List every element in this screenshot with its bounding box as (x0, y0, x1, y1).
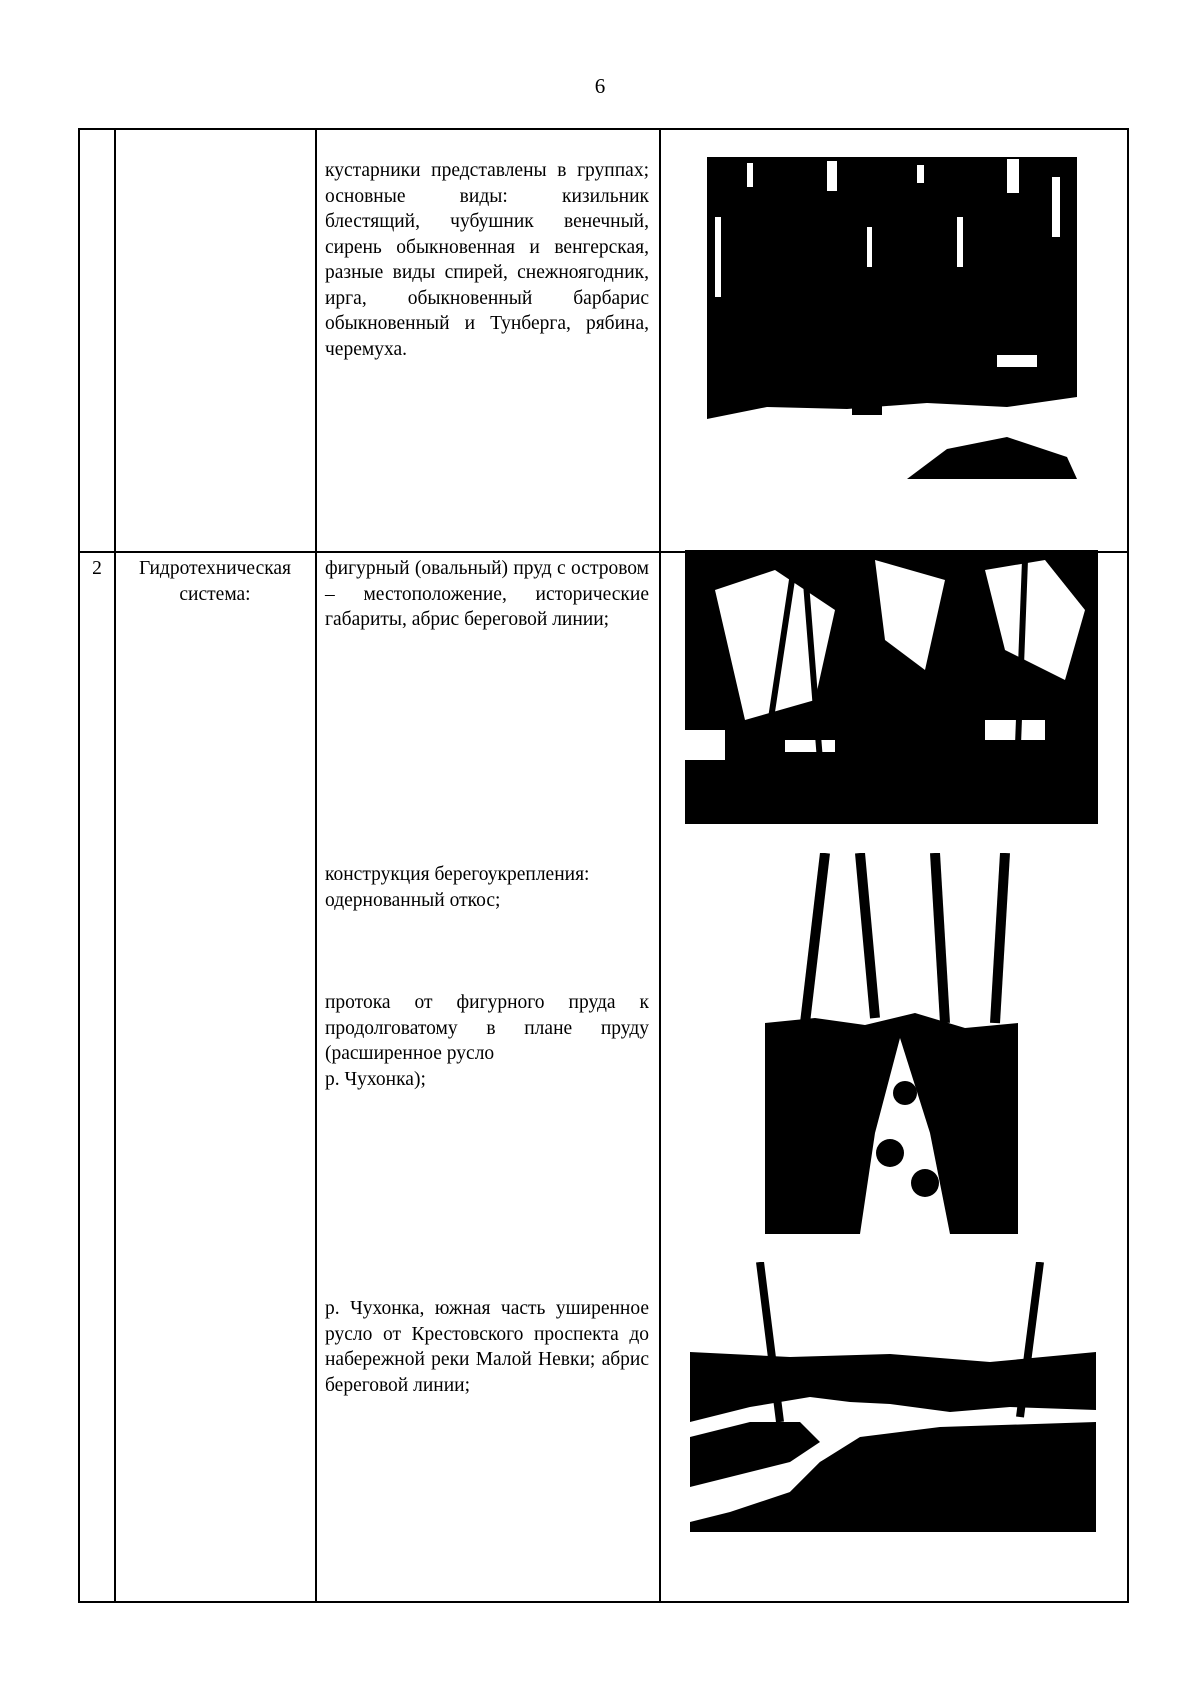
table-left-border (78, 128, 80, 1603)
pond-description: фигурный (овальный) пруд с островом – местоположение, исторические габариты, абрис береговой линии; (325, 558, 649, 630)
column-divider-3 (659, 128, 661, 1603)
oval-pond-trees-photo (685, 550, 1098, 824)
table-top-border (78, 128, 1128, 130)
row-number: 2 (92, 558, 102, 579)
element-name: Гидротехническая система: (138, 558, 292, 605)
river-description: р. Чухонка, южная часть уширенное русло от Крестовского проспекта до набережной реки Малой Невки; абрис береговой линии; (325, 1298, 649, 1396)
shrubs-description: кустарники представлены в группах; основные виды: кизильник блестящий, чубушник венечный, сирень обыкновенная и венгерская, разные виды спирей, снежноягодник, ирга, обыкновенный барбарис обыкновенный и Тунберга, рябина, черемуха. (325, 160, 649, 360)
embankment-description: конструкция берегоукрепления: одернованный откос; (325, 864, 590, 911)
channel-description: протока от фигурного пруда к продолговатому в плане пруду (расширенное русло р. Чухонка); (325, 992, 649, 1090)
column-divider-2 (315, 128, 317, 1603)
embankment-slope-photo (765, 853, 1018, 1234)
shrubs-and-trees-photo (707, 157, 1077, 479)
page-number: 6 (594, 74, 606, 98)
column-divider-1 (114, 128, 116, 1603)
chukhonka-river-photo (690, 1262, 1096, 1532)
table-right-border (1127, 128, 1129, 1603)
table-bottom-border (78, 1601, 1128, 1603)
